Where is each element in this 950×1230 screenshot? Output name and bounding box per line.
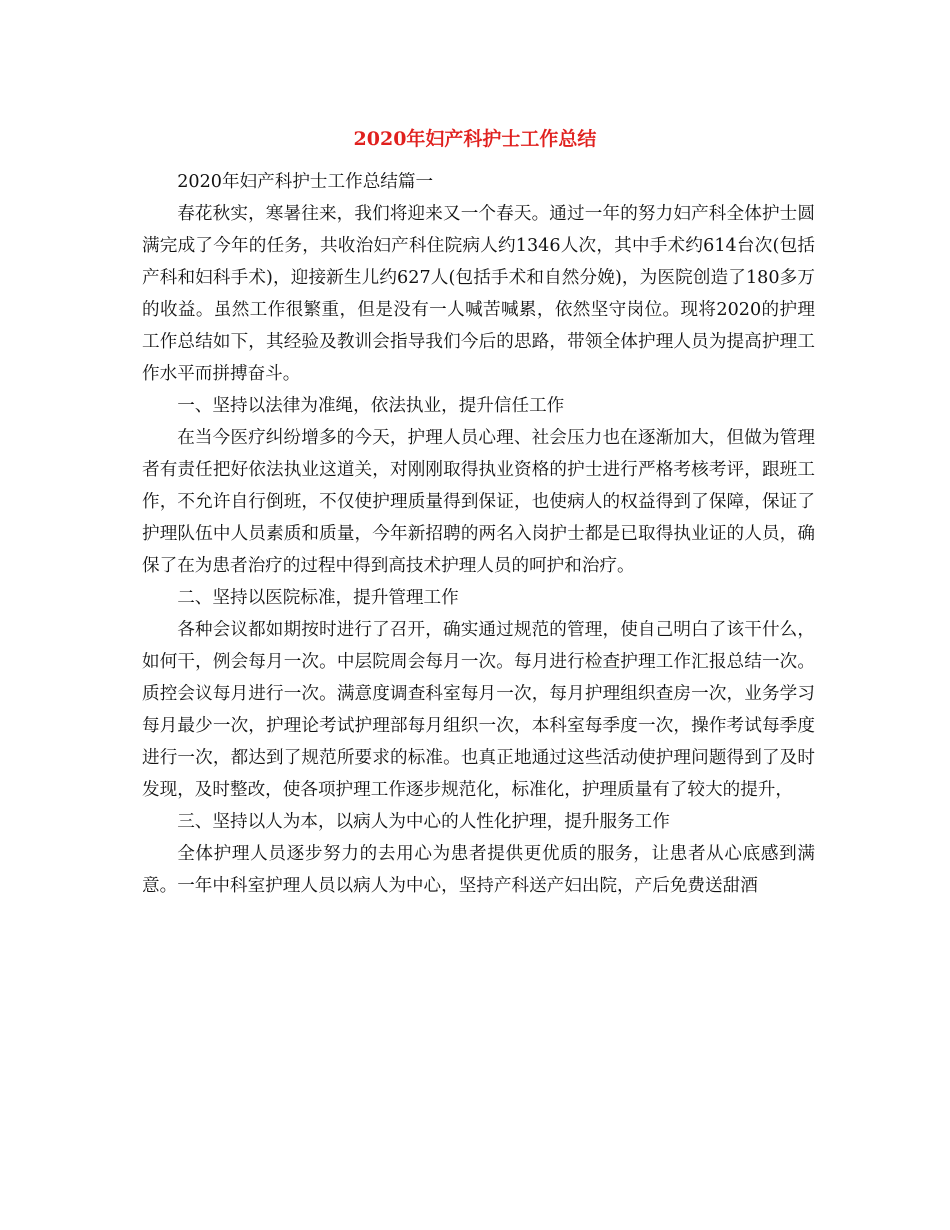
section-heading: 二、坚持以医院标准，提升管理工作 — [177, 588, 459, 608]
paragraph: 春花秋实，寒暑往来，我们将迎来又一个春天。通过一年的努力妇产科全体护士圆满完成了今年的任务，共收治妇产科住院病人约1346人次，其中手术约614台次(包括产科和妇科手术)，迎接新生儿约627人(包括手术和自然分娩)，为医院创造了180多万的收益。虽然工作很繁重，但是没有一人喊苦喊累，依然坚守岗位。现将2020的护理工作总结如下，其经验及教训会指导我们今后的思路，带领全体护理人员为提高护理工作水平而拼搏奋斗。 — [142, 204, 815, 384]
document-title: 2020年妇产科护士工作总结 — [353, 128, 597, 150]
paragraph: 各种会议都如期按时进行了召开，确实通过规范的管理，使自己明白了该干什么，如何干，例会每月一次。中层院周会每月一次。每月进行检查护理工作汇报总结一次。质控会议每月进行一次。满意度调查科室每月一次，每月护理组织查房一次，业务学习每月最少一次，护理论考试护理部每月组织一次，本科室每季度一次，操作考试每季度进行一次，都达到了规范所要求的标准。也真正地通过这些活动使护理问题得到了及时发现，及时整改，使各项护理工作逐步规范化，标准化，护理质量有了较大的提升， — [142, 620, 815, 800]
section-heading: 三、坚持以人为本，以病人为中心的人性化护理，提升服务工作 — [177, 812, 670, 832]
paragraph: 全体护理人员逐步努力的去用心为患者提供更优质的服务，让患者从心底感到满意。一年中科室护理人员以病人为中心，坚持产科送产妇出院，产后免费送甜酒 — [142, 844, 815, 896]
paragraph: 在当今医疗纠纷增多的今天，护理人员心理、社会压力也在逐渐加大，但做为管理者有责任把好依法执业这道关，对刚刚取得执业资格的护士进行严格考核考评，跟班工作，不允许自行倒班，不仅使护理质量得到保证，也使病人的权益得到了保障，保证了护理队伍中人员素质和质量，今年新招聘的两名入岗护士都是已取得执业证的人员，确保了在为患者治疗的过程中得到高技术护理人员的呵护和治疗。 — [142, 428, 815, 576]
document-body — [142, 166, 815, 902]
section-heading: 2020年妇产科护士工作总结篇一 — [177, 172, 434, 192]
section-heading: 一、坚持以法律为准绳，依法执业，提升信任工作 — [177, 396, 565, 416]
